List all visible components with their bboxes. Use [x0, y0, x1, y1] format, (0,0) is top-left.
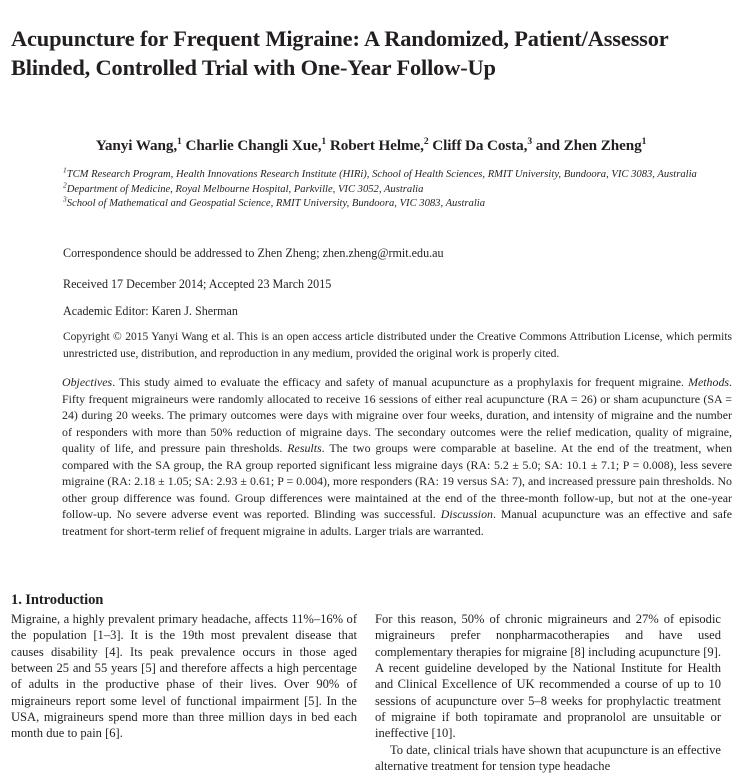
- body-columns: [11, 611, 731, 774]
- body-column-left: [11, 611, 357, 742]
- author-affiliation-marker: 2: [423, 135, 429, 147]
- affiliation-item: [63, 194, 731, 212]
- author-name: and Zhen Zheng: [535, 137, 642, 154]
- author-affiliation-marker: 1: [321, 135, 327, 147]
- body-column-right: [375, 611, 721, 774]
- affiliation-text: School of Mathematical and Geospatial Science, RMIT University, Bundoora, VIC 3083, Australia: [66, 198, 486, 210]
- author-list: [11, 136, 731, 156]
- author-name: Charlie Changli Xue,: [185, 137, 322, 154]
- author-affiliation-marker: 3: [527, 135, 533, 147]
- copyright-notice: Copyright © 2015 Yanyi Wang et al. This is an open access article distributed under the Creative Commons Attribution License, which permits unrestricted use, distribution, and reproduction in any medium, provided the original work is properly cited.: [63, 331, 732, 360]
- abstract-methods-label: Methods: [688, 375, 730, 389]
- affiliation-item: [63, 180, 731, 198]
- affiliation-marker: 1: [63, 165, 67, 175]
- correspondence-line: Correspondence should be addressed to Zhen Zheng; zhen.zheng@rmit.edu.au: [63, 246, 444, 260]
- abstract-methods-text: . Fifty frequent migraineurs were randomly allocated to receive 16 sessions of either real acupuncture (RA = 26) or sham acupuncture (SA = 24) during 20 weeks. The primary outcomes were days with migraine over four weeks, duration, and intensity of migraine and the number of responders with more than 50% reduction of migraine days. The secondary outcomes were the relief medication, quality of migraine, quality of life, and pressure pain thresholds.: [62, 375, 732, 456]
- body-paragraph: To date, clinical trials have shown that acupuncture is an effective alternative treatment for tension type headache: [375, 742, 721, 774]
- author-name: Yanyi Wang,: [95, 137, 178, 154]
- body-paragraph: Migraine, a highly prevalent primary headache, affects 11%–16% of the population [1–3]. It is the 19th most prevalent disease that causes disability [4]. Its peak prevalence occurs in those aged between 25 and 55 years [5] and therefore affects a high percentage of adults in the productive phase of their lives. Over 90% of migraineurs report some level of functional impairment [5]. In the USA, migraineurs spend more than three million days in bed each month due to pain [6].: [11, 612, 357, 741]
- abstract-objectives-text: . This study aimed to evaluate the efficacy and safety of manual acupuncture as a prophylaxis for frequent migraine.: [112, 375, 689, 389]
- abstract-discussion-label: Discussion: [440, 507, 493, 522]
- affiliation-marker: 2: [63, 180, 67, 190]
- section-heading-introduction: 1. Introduction: [11, 592, 104, 609]
- abstract-discussion-text: . Manual acupuncture was an effective and safe treatment for short-term relief of frequent migraine in adults. Larger trials are warranted.: [62, 507, 732, 538]
- abstract-results-text: . The two groups were comparable at baseline. At the end of the treatment, when compared with the SA group, the RA group reported significant less migraine days (RA: 5.2 ± 5.0; SA: 10.1 ± 7.1; P = 0.008), less severe migraine (RA: 2.18 ± 1.05; SA: 2.93 ± 0.61; P = 0.004), more responders (RA: 19 versus SA: 7), and increased pressure pain thresholds. No other group difference was found. Group differences were maintained at the end of the three-month follow-up, but not at the one-year follow-up. No severe adverse event was reported. Blinding was successful.: [62, 441, 733, 522]
- abstract-results-label: Results: [287, 441, 322, 456]
- page-title: Acupuncture for Frequent Migraine: A Randomized, Patient/Assessor Blinded, Controlled Trial with One-Year Follow-Up: [11, 26, 669, 80]
- abstract-objectives-label: Objectives: [62, 375, 113, 389]
- body-paragraph: For this reason, 50% of chronic migraineurs and 27% of episodic migraineurs prefer nonpharmacotherapies and have used complementary therapies for migraine [8] including acupuncture [9]. A recent guideline developed by the National Institute for Health and Clinical Excellence of UK recommended a course of up to 10 sessions of acupuncture over 5–8 weeks for prophylactic treatment of migraine if both topiramate and propranolol are unsuitable or ineffective [10].: [375, 612, 721, 741]
- affiliation-marker: 3: [63, 194, 67, 204]
- affiliation-list: [63, 165, 731, 212]
- affiliation-item: [63, 165, 731, 183]
- author-name: Cliff Da Costa,: [432, 137, 528, 154]
- author-name: Robert Helme,: [329, 137, 424, 154]
- author-affiliation-marker: 1: [641, 135, 647, 147]
- academic-editor-line: Academic Editor: Karen J. Sherman: [63, 304, 238, 318]
- author-affiliation-marker: 1: [177, 135, 182, 147]
- abstract: [62, 374, 732, 539]
- affiliation-text: TCM Research Program, Health Innovations Research Institute (HIRi), School of Health Sciences, RMIT University, Bundoora, VIC 3083, Australia: [66, 169, 697, 180]
- affiliation-text: Department of Medicine, Royal Melbourne Hospital, Parkville, VIC 3052, Australia: [66, 183, 424, 195]
- received-accepted-line: Received 17 December 2014; Accepted 23 March 2015: [63, 277, 332, 291]
